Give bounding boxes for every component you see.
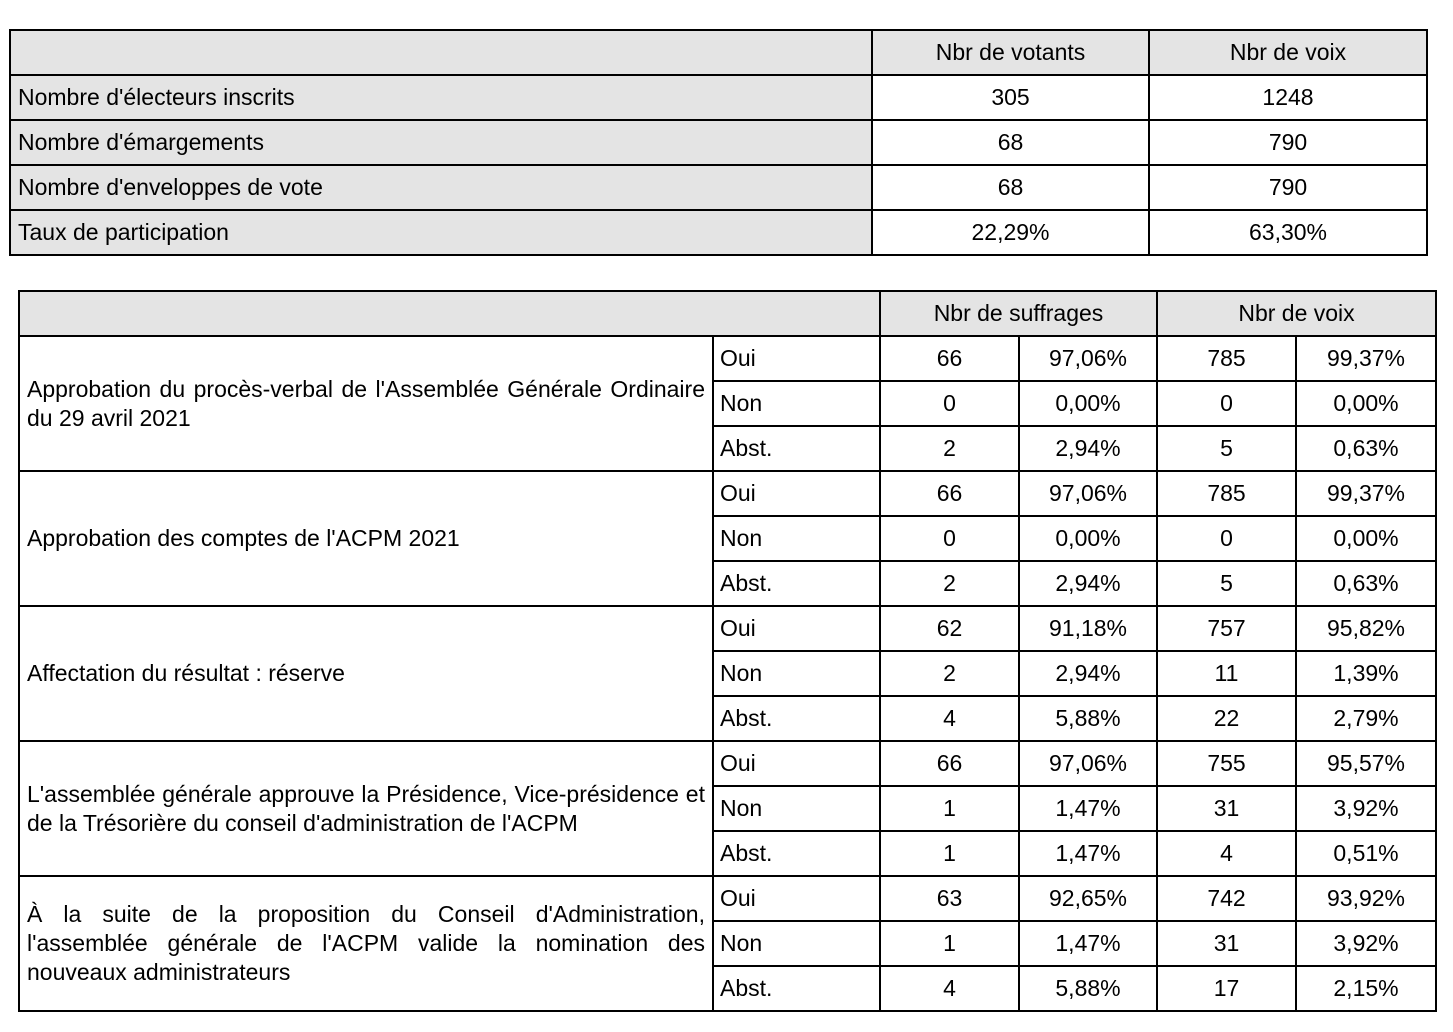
table-row bbox=[10, 75, 1427, 120]
participation-header-empty bbox=[10, 30, 872, 75]
voix-percent: 0,00% bbox=[1296, 516, 1436, 561]
suffrages-count: 1 bbox=[880, 921, 1019, 966]
voix-percent: 95,82% bbox=[1296, 606, 1436, 651]
voix-value: 790 bbox=[1149, 120, 1427, 165]
suffrages-count: 0 bbox=[880, 381, 1019, 426]
suffrages-count: 66 bbox=[880, 471, 1019, 516]
table-row bbox=[10, 210, 1427, 255]
row-label: Nombre d'électeurs inscrits bbox=[10, 75, 872, 120]
suffrages-percent: 1,47% bbox=[1019, 831, 1157, 876]
votants-value: 68 bbox=[872, 120, 1149, 165]
voix-percent: 3,92% bbox=[1296, 921, 1436, 966]
voix-count: 31 bbox=[1157, 786, 1296, 831]
vote-option: Abst. bbox=[713, 966, 880, 1011]
suffrages-percent: 91,18% bbox=[1019, 606, 1157, 651]
voix-percent: 3,92% bbox=[1296, 786, 1436, 831]
voix-count: 22 bbox=[1157, 696, 1296, 741]
votants-value: 305 bbox=[872, 75, 1149, 120]
suffrages-count: 66 bbox=[880, 741, 1019, 786]
suffrages-percent: 5,88% bbox=[1019, 696, 1157, 741]
suffrages-percent: 97,06% bbox=[1019, 336, 1157, 381]
voix-count: 11 bbox=[1157, 651, 1296, 696]
votants-value: 68 bbox=[872, 165, 1149, 210]
vote-option: Oui bbox=[713, 471, 880, 516]
vote-option: Oui bbox=[713, 336, 880, 381]
header-voix: Nbr de voix bbox=[1149, 30, 1427, 75]
header-votants: Nbr de votants bbox=[872, 30, 1149, 75]
table-row bbox=[19, 876, 1436, 921]
voix-percent: 0,63% bbox=[1296, 426, 1436, 471]
resolutions-header-empty bbox=[19, 291, 880, 336]
voix-count: 0 bbox=[1157, 516, 1296, 561]
suffrages-count: 4 bbox=[880, 696, 1019, 741]
participation-table bbox=[9, 29, 1428, 256]
voix-count: 785 bbox=[1157, 336, 1296, 381]
suffrages-count: 63 bbox=[880, 876, 1019, 921]
table-row bbox=[10, 165, 1427, 210]
suffrages-count: 62 bbox=[880, 606, 1019, 651]
table-row bbox=[10, 120, 1427, 165]
suffrages-percent: 1,47% bbox=[1019, 921, 1157, 966]
header-voix: Nbr de voix bbox=[1157, 291, 1436, 336]
table-row bbox=[19, 741, 1436, 786]
table-row bbox=[19, 471, 1436, 516]
participation-header-row bbox=[10, 30, 1427, 75]
resolutions-header-row bbox=[19, 291, 1436, 336]
vote-option: Abst. bbox=[713, 696, 880, 741]
voix-percent: 0,63% bbox=[1296, 561, 1436, 606]
voix-count: 0 bbox=[1157, 381, 1296, 426]
suffrages-percent: 97,06% bbox=[1019, 471, 1157, 516]
suffrages-percent: 0,00% bbox=[1019, 381, 1157, 426]
suffrages-count: 66 bbox=[880, 336, 1019, 381]
resolution-text: À la suite de la proposition du Conseil d'Administration, l'assemblée générale de l'ACPM valide la nomination des nouveaux administrateurs bbox=[19, 876, 713, 1011]
suffrages-percent: 1,47% bbox=[1019, 786, 1157, 831]
suffrages-count: 1 bbox=[880, 786, 1019, 831]
voix-value: 63,30% bbox=[1149, 210, 1427, 255]
vote-option: Non bbox=[713, 921, 880, 966]
row-label: Taux de participation bbox=[10, 210, 872, 255]
voix-percent: 0,00% bbox=[1296, 381, 1436, 426]
voix-count: 17 bbox=[1157, 966, 1296, 1011]
vote-option: Non bbox=[713, 516, 880, 561]
voix-count: 4 bbox=[1157, 831, 1296, 876]
voix-percent: 2,79% bbox=[1296, 696, 1436, 741]
suffrages-count: 1 bbox=[880, 831, 1019, 876]
voix-percent: 93,92% bbox=[1296, 876, 1436, 921]
table-row bbox=[19, 336, 1436, 381]
voix-value: 1248 bbox=[1149, 75, 1427, 120]
voix-count: 31 bbox=[1157, 921, 1296, 966]
vote-option: Oui bbox=[713, 606, 880, 651]
resolution-text: Affectation du résultat : réserve bbox=[19, 606, 713, 741]
vote-option: Oui bbox=[713, 741, 880, 786]
suffrages-count: 2 bbox=[880, 651, 1019, 696]
resolutions-table bbox=[18, 290, 1437, 1012]
voix-percent: 95,57% bbox=[1296, 741, 1436, 786]
resolution-text: Approbation du procès-verbal de l'Assemblée Générale Ordinaire du 29 avril 2021 bbox=[19, 336, 713, 471]
suffrages-percent: 2,94% bbox=[1019, 651, 1157, 696]
vote-option: Non bbox=[713, 786, 880, 831]
table-row bbox=[19, 606, 1436, 651]
vote-option: Abst. bbox=[713, 426, 880, 471]
suffrages-count: 2 bbox=[880, 561, 1019, 606]
suffrages-percent: 92,65% bbox=[1019, 876, 1157, 921]
suffrages-percent: 97,06% bbox=[1019, 741, 1157, 786]
suffrages-percent: 5,88% bbox=[1019, 966, 1157, 1011]
suffrages-percent: 2,94% bbox=[1019, 561, 1157, 606]
voix-percent: 0,51% bbox=[1296, 831, 1436, 876]
suffrages-percent: 0,00% bbox=[1019, 516, 1157, 561]
voix-value: 790 bbox=[1149, 165, 1427, 210]
resolution-text: L'assemblée générale approuve la Présidence, Vice-présidence et de la Trésorière du conseil d'administration de l'ACPM bbox=[19, 741, 713, 876]
voix-percent: 99,37% bbox=[1296, 471, 1436, 516]
voix-percent: 99,37% bbox=[1296, 336, 1436, 381]
voix-count: 755 bbox=[1157, 741, 1296, 786]
resolution-text: Approbation des comptes de l'ACPM 2021 bbox=[19, 471, 713, 606]
vote-option: Non bbox=[713, 651, 880, 696]
voix-count: 5 bbox=[1157, 426, 1296, 471]
voix-count: 5 bbox=[1157, 561, 1296, 606]
suffrages-count: 0 bbox=[880, 516, 1019, 561]
vote-option: Non bbox=[713, 381, 880, 426]
voix-count: 785 bbox=[1157, 471, 1296, 516]
voix-percent: 2,15% bbox=[1296, 966, 1436, 1011]
votants-value: 22,29% bbox=[872, 210, 1149, 255]
suffrages-count: 4 bbox=[880, 966, 1019, 1011]
vote-option: Oui bbox=[713, 876, 880, 921]
suffrages-count: 2 bbox=[880, 426, 1019, 471]
vote-option: Abst. bbox=[713, 831, 880, 876]
resolutions-body bbox=[19, 291, 1436, 1011]
voix-count: 742 bbox=[1157, 876, 1296, 921]
row-label: Nombre d'émargements bbox=[10, 120, 872, 165]
suffrages-percent: 2,94% bbox=[1019, 426, 1157, 471]
vote-option: Abst. bbox=[713, 561, 880, 606]
header-suffrages: Nbr de suffrages bbox=[880, 291, 1157, 336]
voix-percent: 1,39% bbox=[1296, 651, 1436, 696]
row-label: Nombre d'enveloppes de vote bbox=[10, 165, 872, 210]
voix-count: 757 bbox=[1157, 606, 1296, 651]
